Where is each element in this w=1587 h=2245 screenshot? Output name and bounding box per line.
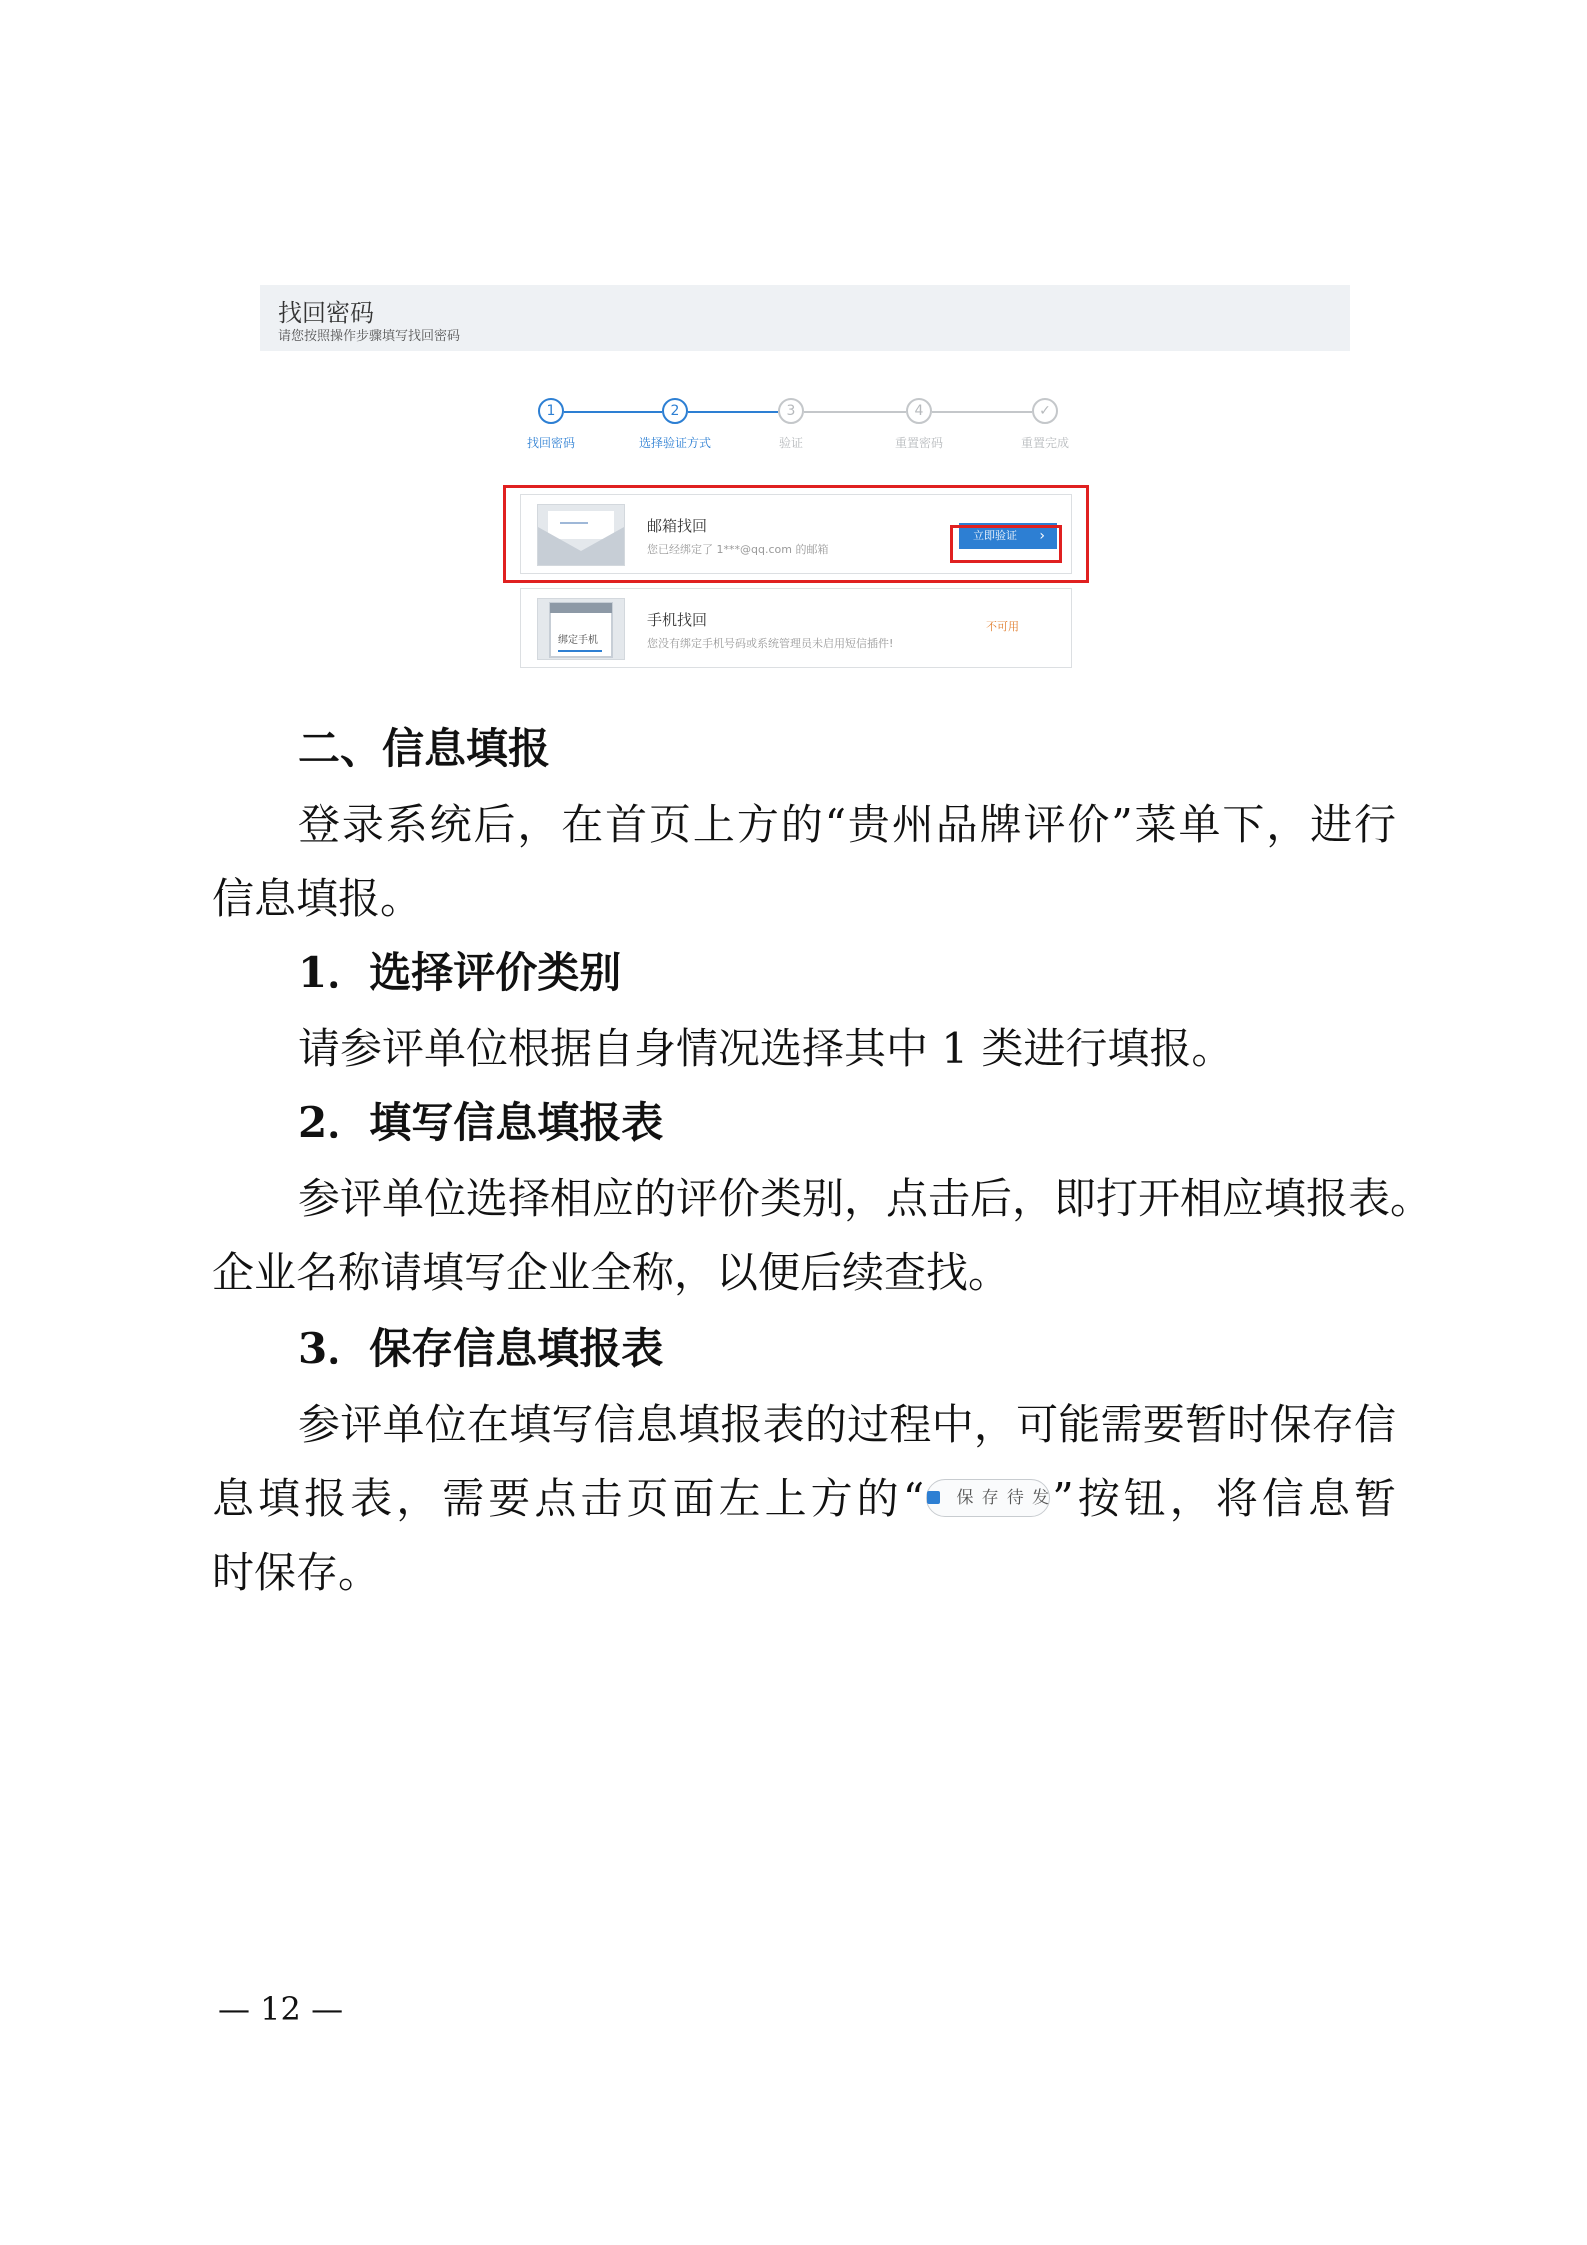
step-reset-password bbox=[859, 398, 979, 451]
intro-paragraph-cont: 信息填报。 bbox=[212, 874, 423, 923]
sub2-paragraph bbox=[298, 1166, 1433, 1226]
email-card-title: 邮箱找回 bbox=[647, 517, 708, 535]
save-draft-button bbox=[926, 1479, 1050, 1517]
step-find-password bbox=[491, 398, 611, 451]
phone-icon bbox=[537, 598, 625, 660]
step-label: 验证 bbox=[778, 436, 803, 450]
step-number: 3 bbox=[778, 398, 804, 424]
recovery-title: 找回密码 bbox=[278, 299, 374, 327]
email-card-description: 您已经绑定了 1***@qq.com 的邮箱 bbox=[647, 543, 829, 556]
save-draft-label: 保存待发 bbox=[948, 1488, 1050, 1508]
chevron-right-icon: › bbox=[1039, 528, 1045, 544]
step-label: 选择验证方式 bbox=[638, 436, 711, 450]
sub3-line-1: 参评单位在填写信息填报表的过程中，可能需要暂时保存信 bbox=[298, 1400, 1396, 1449]
step-verify bbox=[731, 398, 851, 451]
phone-card-title: 手机找回 bbox=[647, 611, 708, 629]
step-number: 1 bbox=[538, 398, 564, 424]
phone-thumb-label: 绑定手机 bbox=[558, 635, 598, 646]
step-number: 4 bbox=[906, 398, 932, 424]
step-label: 重置完成 bbox=[1020, 436, 1069, 450]
sub3-line-2-after: ”按钮，将信息暂 bbox=[1052, 1474, 1396, 1523]
sub2-paragraph-cont: 企业名称请填写企业全称，以便后续查找。 bbox=[212, 1248, 1011, 1297]
sub2-line-1: 参评单位选择相应的评价类别，点击后，即打开相应填报表。 bbox=[298, 1174, 1433, 1223]
step-choose-method bbox=[615, 398, 735, 451]
recovery-header bbox=[260, 285, 1350, 351]
step-reset-complete bbox=[985, 398, 1105, 451]
phone-recovery-card bbox=[520, 588, 1072, 668]
step-number: 2 bbox=[662, 398, 688, 424]
intro-line-1: 登录系统后，在首页上方的“贵州品牌评价”菜单下，进行 bbox=[298, 800, 1396, 849]
sub3-paragraph-cont: 时保存。 bbox=[212, 1548, 381, 1597]
recovery-subtitle: 请您按照操作步骤填写找回密码 bbox=[278, 329, 461, 344]
sub3-paragraph-line-2 bbox=[212, 1466, 1396, 1526]
section-heading: 二、信息填报 bbox=[298, 724, 551, 773]
sub1-paragraph: 请参评单位根据自身情况选择其中 1 类进行填报。 bbox=[298, 1024, 1234, 1073]
sub3-line-2-before: 息填报表，需要点击页面左上方的“ bbox=[212, 1474, 925, 1523]
unavailable-badge: 不可用 bbox=[986, 620, 1019, 633]
sub3-paragraph bbox=[298, 1392, 1396, 1452]
save-disk-icon bbox=[927, 1491, 940, 1504]
step-label: 重置密码 bbox=[894, 436, 943, 450]
intro-paragraph bbox=[298, 792, 1396, 852]
sub3-line-2 bbox=[212, 1466, 1396, 1526]
highlight-frame-button bbox=[950, 525, 1062, 563]
step-number check-icon: ✓ bbox=[1032, 398, 1058, 424]
subheading-2: 2．填写信息填报表 bbox=[298, 1098, 664, 1147]
verify-now-label: 立即验证 bbox=[973, 529, 1017, 542]
step-label: 找回密码 bbox=[526, 436, 575, 450]
phone-card-description: 您没有绑定手机号码或系统管理员未启用短信插件! bbox=[647, 637, 894, 650]
subheading-3: 3．保存信息填报表 bbox=[298, 1324, 664, 1373]
password-recovery-screenshot bbox=[260, 280, 1350, 670]
subheading-1: 1．选择评价类别 bbox=[298, 948, 622, 997]
page-number: — 12 — bbox=[218, 1990, 344, 2028]
